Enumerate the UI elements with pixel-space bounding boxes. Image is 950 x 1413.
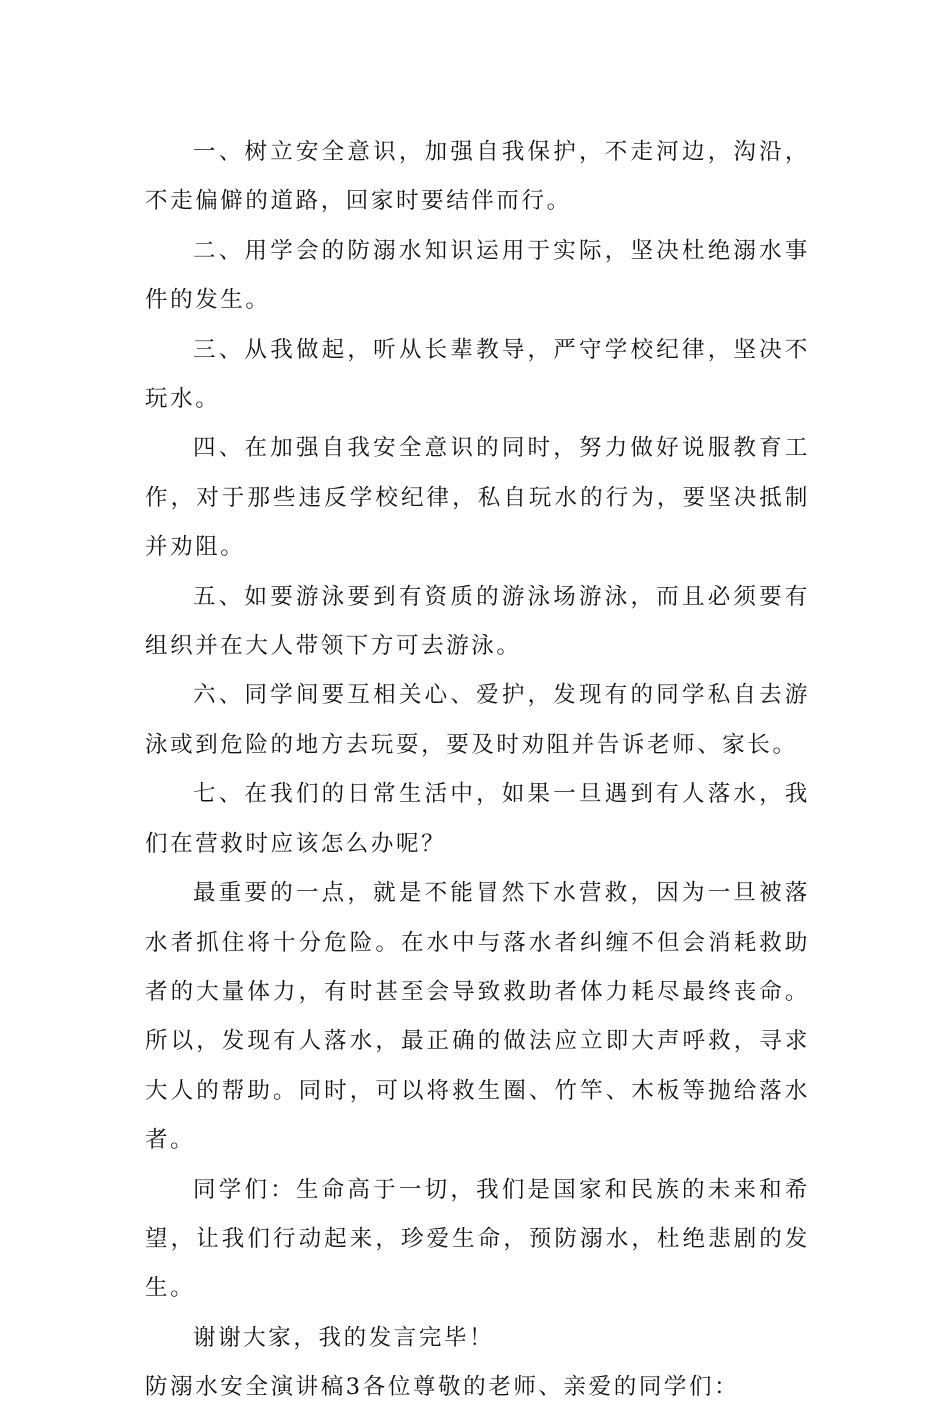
paragraph-10: 谢谢大家，我的发言完毕！ (193, 1324, 495, 1351)
paragraph-6: 六、同学间要互相关心、爱护，发现有的同学私自去游泳或到危险的地方去玩耍，要及时劝阻并告诉老师、家长。 (145, 682, 810, 758)
document-body (145, 128, 810, 1413)
paragraph-3: 三、从我做起，听从长辈教导，严守学校纪律，坚决不玩水。 (145, 336, 810, 413)
paragraph-4: 四、在加强自我安全意识的同时，努力做好说服教育工作，对于那些违反学校纪律，私自玩水的行为，要坚决抵制并劝阻。 (145, 435, 810, 561)
paragraph-9: 同学们：生命高于一切，我们是国家和民族的未来和希望，让我们行动起来，珍爱生命，预防溺水，杜绝悲剧的发生。 (145, 1176, 810, 1302)
paragraph-5: 五、如要游泳要到有资质的游泳场游泳，而且必须要有组织并在大人带领下方可去游泳。 (145, 583, 810, 660)
paragraph-7: 七、在我们的日常生活中，如果一旦遇到有人落水，我们在营救时应该怎么办呢？ (145, 781, 810, 857)
paragraph-1: 一、树立安全意识，加强自我保护，不走河边，沟沿，不走偏僻的道路，回家时要结伴而行。 (145, 139, 810, 215)
paragraph-2: 二、用学会的防溺水知识运用于实际，坚决杜绝溺水事件的发生。 (145, 237, 810, 314)
paragraph-8: 最重要的一点，就是不能冒然下水营救，因为一旦被落水者抓住将十分危险。在水中与落水者纠缠不但会消耗救助者的大量体力，有时甚至会导致救助者体力耗尽最终丧命。所以，发现有人落水，最正确的做法应立即大声呼救，寻求大人的帮助。同时，可以将救生圈、竹竿、木板等抛给落水者。 (145, 880, 810, 1154)
closing-line: 防溺水安全演讲稿3各位尊敬的老师、亲爱的同学们： (145, 1374, 740, 1401)
